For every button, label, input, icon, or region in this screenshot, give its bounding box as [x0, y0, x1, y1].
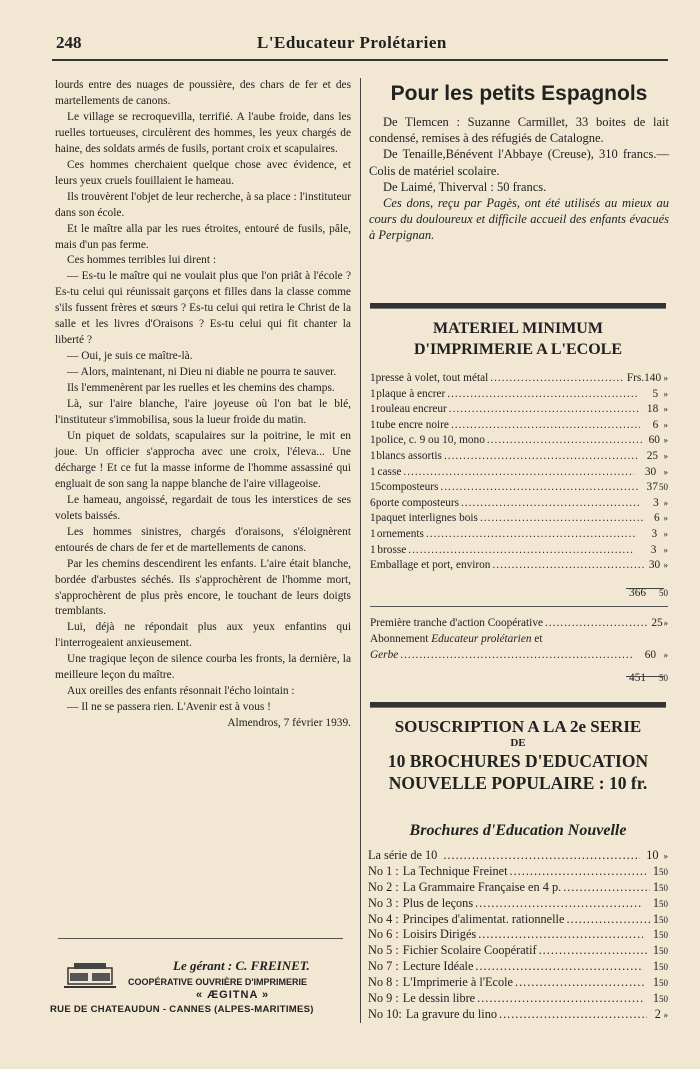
story-paragraph: Ils trouvèrent l'objet de leur recherche, à sa place : l'instituteur dans son école.: [55, 190, 351, 219]
header-rule: [52, 59, 668, 61]
section-rule: [370, 702, 666, 708]
column-divider: [360, 78, 361, 1023]
list-item: 1 tube encre noire ..... 6 »: [370, 419, 668, 435]
story-paragraph: Là, sur l'aire blanche, l'aire joyeuse où l'on bat le blé, l'instituteur s'immobilisa, sous la lueur froide du matin.: [55, 398, 351, 427]
manager-line: Le gérant : C. FREINET.: [173, 958, 310, 973]
list-item: 1 presse à volet, tout métal ..... Frs. 140 »: [370, 372, 668, 388]
story-paragraph: — Alors, maintenant, ni Dieu ni diable ne pourra te sauver.: [67, 366, 337, 379]
story-paragraph: Aux oreilles des enfants résonnait l'écho lointain :: [67, 685, 295, 698]
donation-paragraph: De Tenaille,Bénévent l'Abbaye (Creuse), 310 francs.— Colis de matériel scolaire.: [369, 147, 669, 178]
list-item: Première tranche d'action Coopérative ..... 25 »: [370, 617, 668, 633]
materiel-title: [370, 318, 666, 360]
subscription-line: SOUSCRIPTION A LA 2e SERIE: [394, 717, 642, 736]
subscription-block: [370, 716, 666, 794]
list-item: No 9 : Le dessin libre ..... 1 50: [368, 991, 668, 1007]
list-item: No 1 : La Technique Freinet ..... 1 50: [368, 864, 668, 880]
printing-press-icon: [64, 960, 116, 990]
section-title: Pour les petits Espagnols: [390, 82, 648, 105]
list-item: 1 plaque à encrer ..... 5 »: [370, 388, 668, 404]
donation-note: Ces dons, reçu par Pagès, ont été utilisés au mieux au cours du douloureux et difficile accueil des enfants évacués à Perpignan.: [369, 196, 669, 243]
donation-paragraph: De Tlemcen : Suzanne Carmillet, 33 boites de lait condensé, remises à des réfugiés de Catalogne.: [369, 115, 669, 146]
brochures-title: Brochures d'Education Nouvelle: [409, 822, 627, 839]
story-paragraph: Par les chemins descendirent les enfants. L'aire était blanche, bordée d'arbustes séchés. Ils s'approchèrent de l'homme mort, s'approchèrent de plus près encore, le touchant de leurs doigts tremblants.: [55, 557, 351, 618]
list-item: 1 brosse ..... 3 »: [370, 544, 668, 560]
total-rule: [626, 676, 664, 677]
signature-rule: [58, 938, 343, 939]
story-paragraph: — Oui, je suis ce maître-là.: [67, 350, 193, 363]
list-item: Abonnement Educateur prolétarien et: [370, 632, 543, 645]
list-item: 1 rouleau encreur ..... 18 »: [370, 403, 668, 419]
printer-name: « ÆGITNA »: [196, 989, 270, 1001]
list-item: No 7 : Lecture Idéale ..... 1 50: [368, 959, 668, 975]
list-item: 1 police, c. 9 ou 10, mono ..... 60 »: [370, 434, 668, 450]
story-paragraph: Lui, déjà ne répondait plus aux yeux enfantins qui l'interrogeaient anxieusement.: [55, 621, 351, 650]
story-paragraph: Un piquet de soldats, scapulaires sur la poitrine, le mit en joue. Un officier s'approcha avec une croix, l'éleva... Une décharge ! Et ce fut la masse informe de l'homme assassiné qui engluait de son sang la nappe blanche de l'aire villageoise.: [55, 429, 351, 490]
story-paragraph: Une tragique leçon de silence courba les fronts, la dernière, la meilleure leçon du maître.: [55, 653, 351, 682]
list-item: 15 composteurs ..... 37 50: [370, 481, 668, 497]
section-rule: [370, 303, 666, 309]
story-paragraph: Ces hommes terribles lui dirent :: [67, 254, 217, 267]
subscription-line: NOUVELLE POPULAIRE : 10 fr.: [388, 773, 648, 793]
materiel-title-line: D'IMPRIMERIE A L'ECOLE: [413, 341, 623, 358]
story-paragraph: Ces hommes cherchaient quelque chose avec évidence, et leurs yeux cruels fouillaient le hameau.: [55, 158, 351, 187]
materiel-title-line: MATERIEL MINIMUM: [433, 320, 603, 337]
list-item: No 2 : La Grammaire Française en 4 p. ..... 1 50: [368, 880, 668, 896]
story-paragraph: Le hameau, angoissé, regardait de tous les interstices de ses volets baissés.: [55, 493, 351, 522]
printer-address: RUE DE CHATEAUDUN - CANNES (ALPES-MARITIMES): [50, 1004, 314, 1015]
donation-paragraph: De Laimé, Thiverval : 50 francs.: [383, 179, 547, 194]
list-item: La série de 10 ..... 10 »: [368, 848, 668, 864]
materiel-list: [370, 372, 668, 688]
story-paragraph: — Il ne se passera rien. L'Avenir est à vous !: [67, 701, 271, 714]
list-item: No 5 : Fichier Scolaire Coopératif ..... 1 50: [368, 943, 668, 959]
list-item: 6 porte composteurs ..... 3 »: [370, 497, 668, 513]
list-item: No 3 : Plus de leçons ..... 1 50: [368, 896, 668, 912]
subscription-line: 10 BROCHURES D'EDUCATION: [387, 751, 649, 771]
story-paragraph: Et le maître alla par les rues étroites, entouré de fusils, pâle, mais d'un pas ferme.: [55, 222, 351, 251]
page-number: 248: [56, 33, 82, 52]
running-title: L'Educateur Prolétarien: [257, 33, 447, 52]
list-item: 1 ornements ..... 3 »: [370, 528, 668, 544]
list-item: No 4 : Principes d'alimentat. rationnelle ..... 1 50: [368, 912, 668, 928]
subscription-line: DE: [510, 737, 526, 749]
list-item: Gerbe ..... 60 »: [370, 649, 668, 665]
espagnols-section: [369, 78, 669, 244]
story-paragraph: Ils l'emmenèrent par les ruelles et les chemins des champs.: [67, 382, 335, 395]
list-item: No 6 : Loisirs Dirigés ..... 1 50: [368, 927, 668, 943]
subtotal-rule: [626, 588, 664, 589]
list-item: No 10: La gravure du lino ..... 2 »: [368, 1007, 668, 1023]
list-item: No 8 : L'Imprimerie à l'Ecole ..... 1 50: [368, 975, 668, 991]
list-item: 1 casse ..... 30 »: [370, 466, 668, 482]
total-row: 451 50: [629, 672, 668, 685]
story-paragraph: Les hommes sinistres, chargés d'oraisons, s'éloignèrent entourés de chars de fer et de martellements de canons.: [55, 525, 351, 554]
list-item: 1 paquet interlignes bois ..... 6 »: [370, 512, 668, 528]
story-signature: Almendros, 7 février 1939.: [227, 717, 351, 730]
cooperative-line: COOPÉRATIVE OUVRIÈRE D'IMPRIMERIE: [128, 977, 307, 987]
story-paragraph: Le village se recroquevilla, terrifié. A l'aube froide, dans les ruelles tortueuses, circulèrent des hommes, les yeux chargés de haine, des soldats armés de fusils, portant croix et scapulaires.: [55, 110, 351, 155]
story-paragraph: lourds entre des nuages de poussière, des chars de fer et des martellements de canons.: [55, 79, 351, 107]
list-item: 1 blancs assortis ..... 25 »: [370, 450, 668, 466]
story-column: [55, 78, 351, 732]
list-item: Emballage et port, environ ..... 30 »: [370, 559, 668, 575]
brochures-list: [368, 848, 668, 1023]
story-paragraph: — Es-tu le maître qui ne voulait plus que l'on priât à l'école ? Es-tu celui qui réunissait garçons et filles dans la classe comme s'ils fussent frères et sœurs ? Es-tu celui qui retira le Christ de la salle et les livres d'Oraisons ? Es-tu celui qui fit chanter la liberté ?: [55, 270, 351, 347]
subtotal-row: 366 50: [629, 586, 668, 599]
